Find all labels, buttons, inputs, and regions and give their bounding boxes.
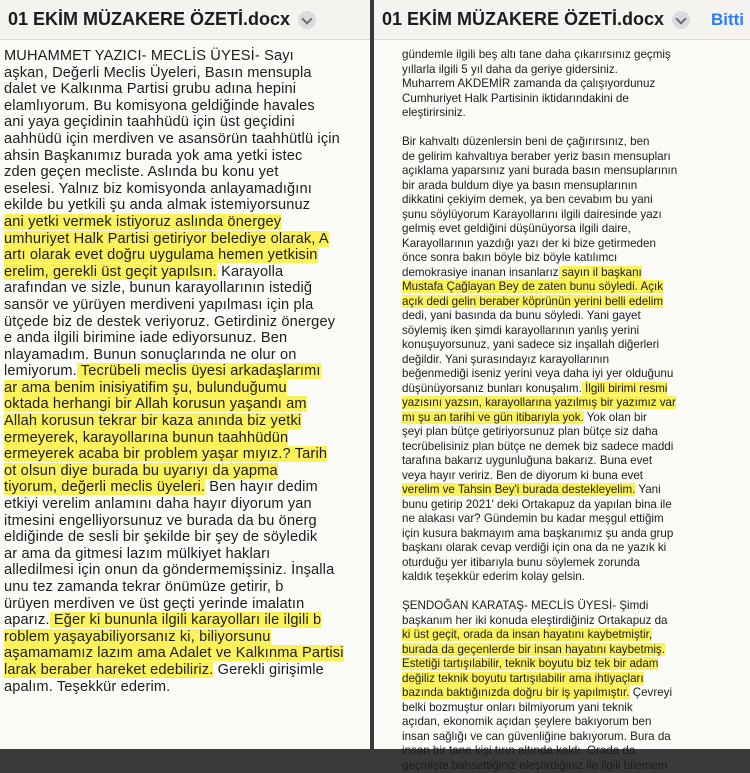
right-document-panel[interactable] [374,0,750,749]
text-line [0,347,370,364]
highlighted-text: erelim, gerekli üst geçit yapılsın. [4,264,217,280]
text-segment: Ben hayır dedim [205,479,318,495]
text-segment: yıllarla ilgili 5 yıl daha da geriye gidersiniz. [402,63,618,76]
text-line [374,396,750,411]
text-segment: şunu söylüyorum Karayollarını ilgili dairesinde yazı [402,208,662,221]
text-line [0,413,370,430]
text-segment: Çevreyi [630,686,673,699]
text-line [374,657,750,672]
text-segment: beğenmediği iseniz yerini veya daha iyi yer olduğunu [402,367,673,380]
highlighted-text: oktada herhangi bir Allah korusun yaşandı am [4,396,307,412]
text-line [374,599,750,614]
highlighted-text: larak beraber hareket edebiliriz. [4,662,213,678]
text-line [0,463,370,480]
text-segment: ar ama da gitmesi lazım mülkiyet hakları [4,546,270,562]
text-segment: zden geçen mecliste. Aslında bu konu yet [4,164,279,180]
text-line [0,529,370,546]
text-line [374,469,750,484]
text-segment: Karayolla [217,264,283,280]
text-segment: Karayollarının yazdığı yazı der ki bize getirmeden [402,237,656,250]
text-segment: ekilde bu yetkili şu anda almak istemiyorsunuz [4,197,310,213]
text-line [0,496,370,513]
text-line [374,237,750,252]
text-line [0,430,370,447]
text-segment: aşkan, Değerli Meclis Üyeleri, Basın mensupla [4,65,312,81]
text-segment: Cumhuriyet Halk Partisinin iktidarındakini de [402,92,629,105]
text-line [0,81,370,98]
text-line [374,338,750,353]
text-segment: gündemle ilgili beş altı tane daha çıkarırsınız geçmiş [402,48,671,61]
text-line [0,380,370,397]
text-line [0,513,370,530]
text-segment: ahsin Başkanımız burada yok ama yetki istec [4,148,302,164]
text-segment: de gelirim kahvaltıya beraber yeriz basın mensupları [402,150,671,163]
text-line [374,193,750,208]
text-line [374,309,750,324]
highlighted-text: Tecrübeli meclis üyesi arkadaşlarımı [77,363,321,379]
highlighted-text: ot olsun diye burada bu uyarıyı da yapma [4,463,278,479]
text-segment: nlayamadım. Bunun sonuçlarında ne olur on [4,347,297,363]
text-segment: tarafına bakarız uygunluğuna bakarız. Buna evet [402,454,652,467]
text-segment: Yani [635,483,660,496]
text-segment: ürüyen merdiven ve üst geçti yerinde imalatın [4,596,304,612]
text-line [374,251,750,266]
text-segment: e anda ilgili birimine iade ediyorsunuz. Ben [4,330,287,346]
text-segment: arafından ve sizle, bunun karayollarının istediğ [4,280,312,296]
text-line [374,440,750,455]
text-line [0,280,370,297]
highlighted-text: verelim ve Tahsin Bey'i burada destekleyelim. [402,483,635,496]
text-line [374,556,750,571]
text-line [374,744,750,759]
text-line [374,48,750,63]
text-line [0,131,370,148]
text-segment: veya hayır veririz. Ben de diyorum ki buna evet [402,469,643,482]
text-line [374,280,750,295]
text-segment: açıklama yaparsınız yani burada basın mensuplarının [402,164,677,177]
text-segment: bir arada buldum diye ya basın mensuplarının [402,179,637,192]
text-segment: lemiyorum. [4,363,77,379]
text-segment: ŞENDOĞAN KARATAŞ- MECLİS ÜYESİ- Şimdi [402,599,648,612]
text-line [0,596,370,613]
text-line [0,264,370,281]
highlighted-text: ermeyerek, karayollarına bunun taahhüdün [4,430,288,446]
text-line [0,148,370,165]
text-segment: gelmiş evet geldiğini düşünüyorsa ilgili daire, [402,222,631,235]
text-line [0,645,370,662]
document-title: 01 EKİM MÜZAKERE ÖZETİ.docx [382,9,664,30]
text-line [0,98,370,115]
text-line [374,382,750,397]
highlighted-text: ki üst geçit, orada da insan hayatını kaybetmiştir, [402,628,652,641]
highlighted-text: Mustafa Çağlayan Bey de zaten bunu söyledi. Açık [402,280,663,293]
highlighted-text: umhuriyet Halk Partisi getiriyor belediye olarak, A [4,231,329,247]
text-segment: itmesini engelliyorsunuz ve burada da bu önerg [4,513,317,529]
highlighted-text: açık dedi gelin beraber köprünün yerini belli edelim [402,295,663,308]
text-segment: geçmişte bahsettiğiniz eleştirdiğiniz ile ilgili bilemem [402,759,667,772]
left-document-panel[interactable] [0,0,370,749]
text-segment: dikkatini çekiyim demek, ya ben cevabım bu yani [402,193,653,206]
text-line [0,662,370,679]
text-line [0,65,370,82]
text-line [0,612,370,629]
text-segment: oturduğu yer itibarıyla bunu söylemek zorunda [402,556,640,569]
text-segment: bunu getirip 2021' deki Ortakapuz da yapılan bina ile [402,498,672,511]
text-segment: insan bir tane kişi tırın altında kaldı. Orada da [402,744,635,757]
text-segment: şeyi plan bütçe getiriyorsunuz plan bütçe siz daha [402,425,658,438]
text-line [374,121,750,136]
text-line [374,92,750,107]
left-text-body [0,48,370,695]
text-line [0,396,370,413]
text-line [374,367,750,382]
text-line [0,197,370,214]
text-segment: için kusura bakmayım ama başkanımız şu anda grup [402,527,673,540]
text-segment: eleştirirsiniz. [402,106,466,119]
text-line [374,77,750,92]
text-line [374,585,750,600]
text-segment: değildir. Yani şurasındayız karayollarının [402,353,609,366]
text-line [374,570,750,585]
text-line [374,208,750,223]
text-line [0,629,370,646]
text-segment: konuşuyorsunuz, yani sadece siz inşallah diğerleri [402,338,659,351]
highlighted-text: ani yetki vermek istiyoruz aslında önergey [4,214,281,230]
text-line [0,48,370,65]
text-line [374,150,750,165]
text-line [374,411,750,426]
highlighted-text: Eğer ki bununla ilgili karayolları ile ilgili b [50,612,322,628]
text-line [0,314,370,331]
text-line [374,353,750,368]
text-line [374,759,750,773]
left-title-bar [0,0,370,40]
text-line [0,363,370,380]
text-line [374,63,750,78]
text-segment: eldiğinde de sesli bir şekilde bir şey de söyledik [4,529,317,545]
chevron-down-icon[interactable] [298,11,316,29]
text-segment: belki bozmuştur onları bilmiyorum yani teknik [402,701,633,714]
text-segment: ne alakası var? Gündemin bu kadar meşgul ettiğim [402,512,664,525]
text-line [0,297,370,314]
text-segment: düşünüyorsanız bunları konuşalım. [402,382,582,395]
text-line [0,181,370,198]
text-line [0,679,370,696]
highlighted-text: sayın il başkanı [559,266,642,279]
text-segment: etkiyi verelim anlamını daha hayır diyorum yan [4,496,312,512]
right-text-body [374,48,750,773]
text-segment: Gerekli girişimle [213,662,324,678]
text-segment: kaldık teşekkür ederim kolay gelsin. [402,570,585,583]
text-line [374,527,750,542]
text-segment: MUHAMMET YAZICI- MECLİS ÜYESİ- Sayı [4,48,294,64]
text-line [374,686,750,701]
done-button[interactable]: Bitti [711,10,744,30]
text-line [0,446,370,463]
right-document-page[interactable] [374,40,750,749]
text-line [374,512,750,527]
text-segment: başkanı olarak cevap verdiği için ona da ne yazık ki [402,541,666,554]
text-line [374,643,750,658]
text-segment: önce sonra bakın böyle biz böyle katılımcı [402,251,617,264]
text-line [374,715,750,730]
text-segment: eselesi. Yalnız biz komisyonda anlayamadığını [4,181,312,197]
text-line [374,266,750,281]
text-line [0,231,370,248]
text-line [374,454,750,469]
text-line [0,247,370,264]
text-segment: Muharrem AKDEMİR zamanda da çalışıyordunuz [402,77,655,90]
highlighted-text: bazında baktığınızda doğru bir iş yapılmıştır. [402,686,630,699]
text-line [0,164,370,181]
text-segment: tecrübelisiniz plan bütçe ne demek biz sadece maddi [402,440,673,453]
text-segment: Bir kahvaltı düzenlersin beni de çağırırsınız, ben [402,135,649,148]
highlighted-text: yazısını yazsın, karayollarına yazılmış bir yazımız var [402,396,676,409]
text-line [374,164,750,179]
text-segment: aahhüdü için merdiven ve asansörün taahhütlü için [4,131,340,147]
text-segment: dalet ve Kalkınma Partisi grubu adına hepini [4,81,296,97]
text-line [374,179,750,194]
text-line [374,701,750,716]
text-segment: demokrasiye inanan insanlarız [402,266,559,279]
text-line [0,579,370,596]
text-line [374,483,750,498]
highlighted-text: Allah korusun tekrar bir kaza anında biz yetki [4,413,301,429]
highlighted-text: aşamamamız lazım ama Adalet ve Kalkınma Partisi [4,645,344,661]
text-segment: unu tez zamanda tekrar önümüze getirir, b [4,579,284,595]
text-segment: insan sağlığı ve can güvenliğine bakıyorum. Bura da [402,730,671,743]
text-segment: ani yaya geçidinin taahhüdü için üst geçidini [4,114,295,130]
text-segment: elamlıyorum. Bu komisyona geldiğinde havales [4,98,315,114]
document-title: 01 EKİM MÜZAKERE ÖZETİ.docx [8,9,290,30]
highlighted-text: değiliz teknik boyutu tartışılabilir ama ihtiyaçları [402,672,644,685]
right-title-bar [374,0,750,40]
highlighted-text: ermeyerek acaba bir problem yaşar mıyız.? Tarih [4,446,327,462]
highlighted-text: Estetiği tartışılabilir, teknik boyutu biz tek bir adam [402,657,658,670]
highlighted-text: roblem yaşayabiliyorsanız ki, biliyorsunu [4,629,271,645]
text-segment: aparız. [4,612,50,628]
text-segment: Yok olan bir [584,411,647,424]
text-line [374,672,750,687]
chevron-down-icon[interactable] [672,11,690,29]
text-line [374,498,750,513]
text-line [374,222,750,237]
text-line [374,425,750,440]
text-line [374,324,750,339]
text-line [374,295,750,310]
text-segment: dedi, yani basında da bunu söyledi. Yani gayet [402,309,641,322]
text-line [0,330,370,347]
text-segment: alledilmesi için onun da göndermemişsiniz. İnşalla [4,562,334,578]
text-segment: ütçede biz de destek veriyoruz. Getirdiniz önergey [4,314,335,330]
text-line [374,730,750,745]
text-line [0,114,370,131]
text-segment: açıdan, ekonomik açıdan şeylere bakıyorum ben [402,715,651,728]
text-segment: söylemiş iken şimdi karayollarının yanlış yerini [402,324,639,337]
highlighted-text: burada da geçenlerde bir insan hayatını kaybetmiş. [402,643,665,656]
text-segment: apalım. Teşekkür ederim. [4,679,170,695]
text-line [0,214,370,231]
text-line [374,614,750,629]
text-line [374,135,750,150]
text-line [374,628,750,643]
highlighted-text: mı şu an tarihi ve gün itibarıyla yok. [402,411,584,424]
text-line [0,546,370,563]
highlighted-text: tiyorum, değerli meclis üyeleri. [4,479,205,495]
text-line [0,479,370,496]
text-line [374,106,750,121]
highlighted-text: ar ama benim inisiyatifim şu, bulunduğumu [4,380,287,396]
text-line [0,562,370,579]
text-segment: sansör ve yürüyen merdiveni yapılması için pla [4,297,313,313]
left-document-page[interactable] [0,40,370,749]
highlighted-text: İlgili birimi resmi [582,382,668,395]
text-line [374,541,750,556]
highlighted-text: artı olarak evet doğru uygulama hemen yetkisin [4,247,318,263]
text-segment: başkanım her iki konuda eleştirdiğiniz Ortakapuz da [402,614,668,627]
